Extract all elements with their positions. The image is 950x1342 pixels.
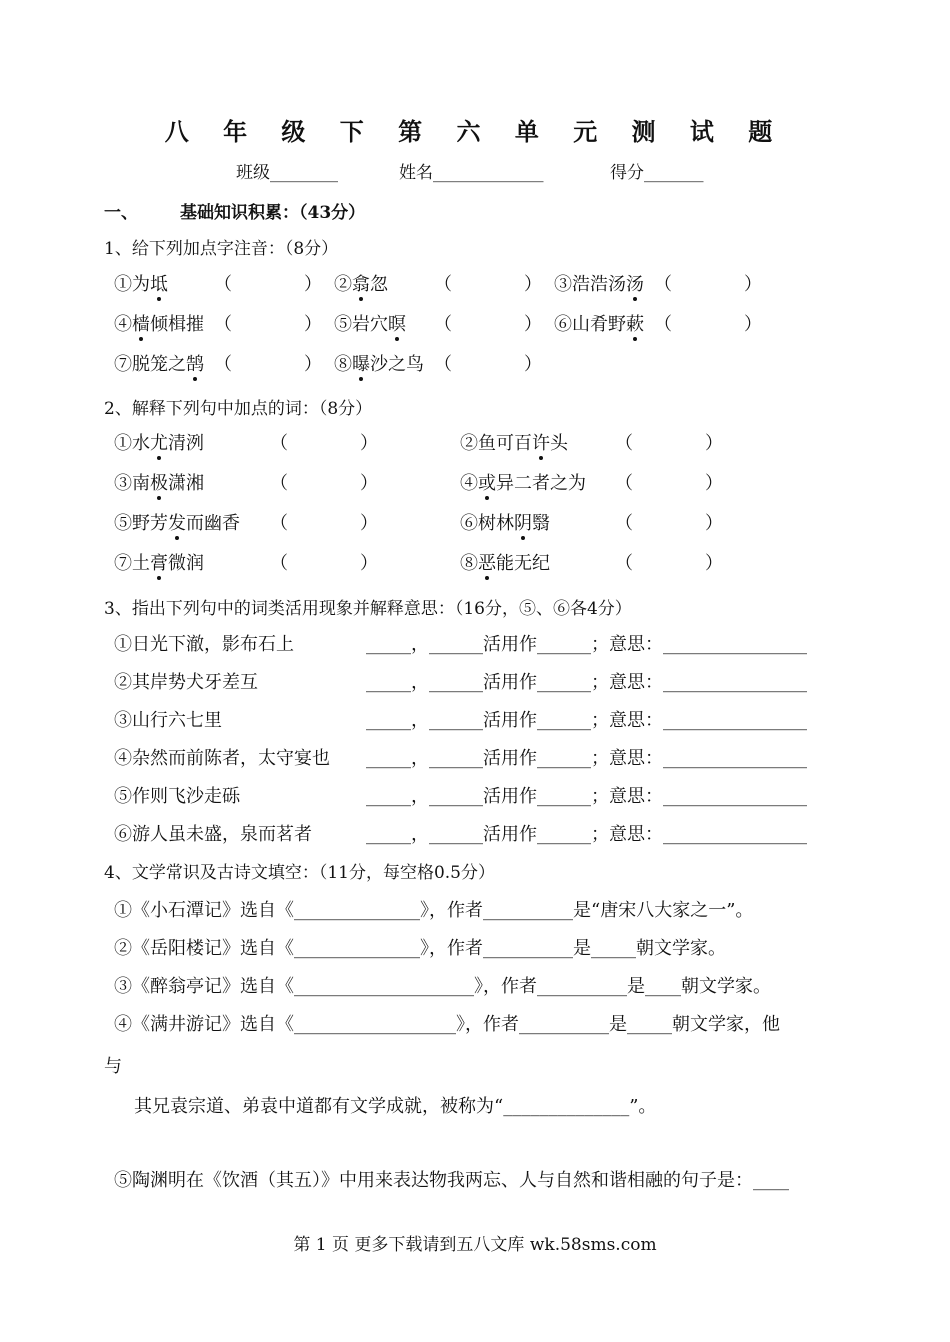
question-item: [460, 549, 550, 575]
dotted-char: 曝: [352, 354, 370, 375]
question-item: [334, 310, 406, 336]
dotted-char: 汤: [626, 274, 644, 295]
question-item: [554, 270, 644, 296]
question-item: [114, 549, 204, 575]
q3-answer-blank[interactable]: _____，______活用作______；意思：________________: [366, 672, 807, 693]
dotted-char: 坻: [150, 274, 168, 295]
question-item: [460, 429, 568, 455]
item-text: ⑤岩穴: [334, 314, 388, 335]
answer-blank[interactable]: （ ）: [270, 513, 378, 534]
item-text: 沙之鸟: [370, 354, 424, 375]
question-item: [334, 270, 388, 296]
q1-heading: 1、给下列加点字注音：（8分）: [104, 239, 339, 259]
answer-blank[interactable]: （ ）: [654, 314, 762, 335]
section-title: 基础知识积累：（43分）: [180, 203, 366, 223]
page-footer: 第 1 页 更多下载请到五八文库 wk.58sms.com: [293, 1235, 657, 1255]
question-item: [114, 429, 204, 455]
dotted-char: 极: [150, 473, 168, 494]
item-text: ⑦土: [114, 553, 150, 574]
item-text: 而幽香: [186, 513, 240, 534]
dotted-char: 尤: [150, 433, 168, 454]
q4-line: ③《醉翁亭记》选自《____________________》，作者__________是____朝文学家。: [114, 976, 771, 997]
answer-blank[interactable]: （ ）: [270, 553, 378, 574]
item-text: ③浩浩汤: [554, 274, 626, 295]
q3-sentence: ③山行六七里: [114, 710, 222, 731]
question-item: [460, 509, 550, 535]
item-text: ⑦脱笼之: [114, 354, 186, 375]
answer-blank[interactable]: （ ）: [615, 553, 723, 574]
dotted-char: 膏: [150, 553, 168, 574]
item-text: 能无纪: [496, 553, 550, 574]
answer-blank[interactable]: （ ）: [270, 473, 378, 494]
item-text: 倾楫摧: [150, 314, 204, 335]
answer-blank[interactable]: （ ）: [270, 433, 378, 454]
answer-blank[interactable]: （ ）: [434, 274, 542, 295]
question-item: [460, 469, 586, 495]
item-text: 潇湘: [168, 473, 204, 494]
q4-line: 其兄袁宗道、弟袁中道都有文学成就，被称为“______________”。: [134, 1096, 657, 1117]
q3-answer-blank[interactable]: _____，______活用作______；意思：________________: [366, 748, 807, 769]
answer-blank[interactable]: （ ）: [615, 433, 723, 454]
question-item: [114, 350, 204, 376]
dotted-char: 翕: [352, 274, 370, 295]
q4-line: ⑤陶渊明在《饮酒（其五）》中用来表达物我两忘、人与自然和谐相融的句子是：____: [114, 1170, 789, 1191]
question-item: [334, 350, 424, 376]
q4-heading: 4、文学常识及古诗文填空：（11分，每空格0.5分）: [104, 863, 495, 883]
answer-blank[interactable]: （ ）: [654, 274, 762, 295]
question-item: [114, 509, 240, 535]
item-text: ⑥树林: [460, 513, 514, 534]
dotted-char: 许: [532, 433, 550, 454]
item-text: ⑤野芳: [114, 513, 168, 534]
dotted-char: 发: [168, 513, 186, 534]
item-text: ①为: [114, 274, 150, 295]
q3-sentence: ①日光下澈，影布石上: [114, 634, 294, 655]
q3-answer-blank[interactable]: _____，______活用作______；意思：________________: [366, 710, 807, 731]
question-item: [114, 270, 168, 296]
q3-sentence: ②其岸势犬牙差互: [114, 672, 258, 693]
q3-sentence: ⑤作则飞沙走砾: [114, 786, 240, 807]
item-text: ①水: [114, 433, 150, 454]
dotted-char: 暝: [388, 314, 406, 335]
dotted-char: 鹄: [186, 354, 204, 375]
question-item: [114, 310, 204, 336]
answer-blank[interactable]: （ ）: [214, 314, 322, 335]
answer-blank[interactable]: （ ）: [214, 354, 322, 375]
item-text: ④: [114, 314, 132, 335]
item-text: 翳: [532, 513, 550, 534]
item-text: 异二者之为: [496, 473, 586, 494]
answer-blank[interactable]: （ ）: [434, 354, 542, 375]
dotted-char: 蔌: [626, 314, 644, 335]
q4-line: ①《小石潭记》选自《______________》，作者__________是“唐宋八大家之一”。: [114, 900, 754, 921]
class-field[interactable]: 班级________: [236, 163, 338, 183]
answer-blank[interactable]: （ ）: [214, 274, 322, 295]
page-title: 八 年 级 下 第 六 单 元 测 试 题: [164, 117, 786, 146]
question-item: [114, 469, 204, 495]
q3-answer-blank[interactable]: _____，______活用作______；意思：________________: [366, 786, 807, 807]
dotted-char: 或: [478, 473, 496, 494]
q4-line: ④《满井游记》选自《__________________》，作者__________是_____朝文学家，他: [114, 1014, 780, 1035]
q3-heading: 3、指出下列句中的词类活用现象并解释意思：（16分，⑤、⑥各4分）: [104, 599, 632, 619]
q3-sentence: ④杂然而前陈者，太守宴也: [114, 748, 330, 769]
name-field[interactable]: 姓名_____________: [399, 163, 544, 183]
answer-blank[interactable]: （ ）: [615, 513, 723, 534]
item-text: ⑥山肴野: [554, 314, 626, 335]
q3-answer-blank[interactable]: _____，______活用作______；意思：________________: [366, 824, 807, 845]
item-text: ②: [334, 274, 352, 295]
dotted-char: 恶: [478, 553, 496, 574]
score-field[interactable]: 得分_______: [610, 163, 704, 183]
section-number: 一、: [104, 203, 138, 223]
item-text: 忽: [370, 274, 388, 295]
q2-heading: 2、解释下列句中加点的词：（8分）: [104, 399, 373, 419]
item-text: ④: [460, 473, 478, 494]
q4-line: 与: [104, 1056, 122, 1077]
item-text: ③南: [114, 473, 150, 494]
answer-blank[interactable]: （ ）: [434, 314, 542, 335]
item-text: 清洌: [168, 433, 204, 454]
item-text: ⑧: [334, 354, 352, 375]
dotted-char: 阴: [514, 513, 532, 534]
answer-blank[interactable]: （ ）: [615, 473, 723, 494]
q3-sentence: ⑥游人虽未盛，泉而茗者: [114, 824, 312, 845]
question-item: [554, 310, 644, 336]
q3-answer-blank[interactable]: _____，______活用作______；意思：________________: [366, 634, 807, 655]
item-text: 头: [550, 433, 568, 454]
dotted-char: 樯: [132, 314, 150, 335]
item-text: ⑧: [460, 553, 478, 574]
item-text: 微润: [168, 553, 204, 574]
q4-line: ②《岳阳楼记》选自《______________》，作者__________是_____朝文学家。: [114, 938, 726, 959]
item-text: ②鱼可百: [460, 433, 532, 454]
